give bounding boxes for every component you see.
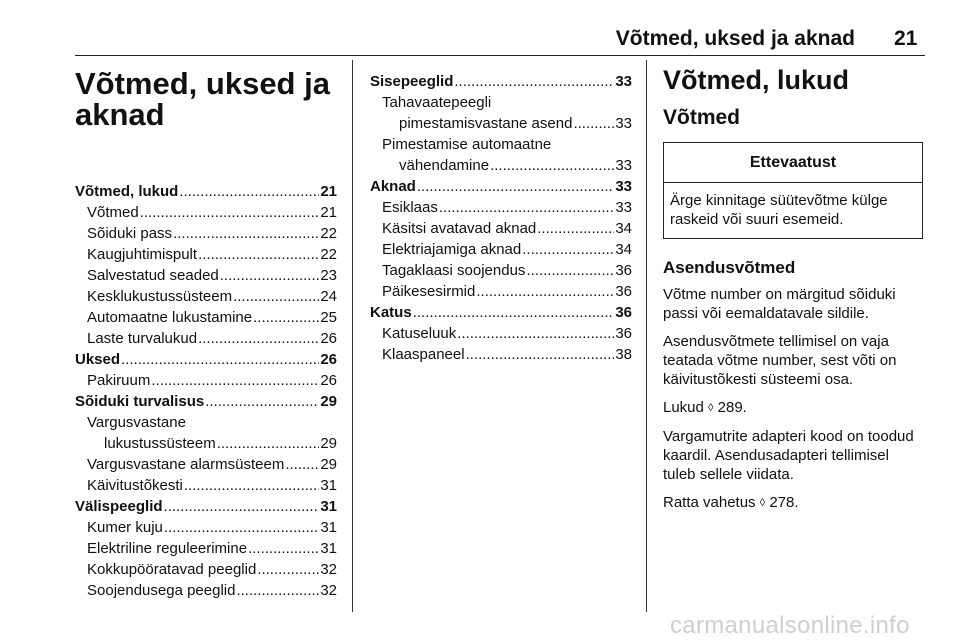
toc-page-number: 21 bbox=[320, 183, 337, 200]
toc-leader-dots bbox=[233, 286, 319, 307]
toc-leader-dots bbox=[526, 260, 614, 281]
toc-page-number: 31 bbox=[320, 519, 337, 536]
toc-leader-dots bbox=[198, 328, 319, 349]
toc-entry-label: Kokkupööratavad peeglid bbox=[87, 561, 257, 578]
toc-page-number: 29 bbox=[320, 393, 337, 410]
subsection-heading: Võtmed bbox=[663, 106, 741, 129]
toc-page-number: 22 bbox=[320, 246, 337, 263]
toc-entry[interactable] bbox=[75, 559, 337, 580]
toc-page-number: 26 bbox=[320, 330, 337, 347]
toc-page-number: 22 bbox=[320, 225, 337, 242]
toc-entry-label: lukustussüsteem bbox=[104, 435, 216, 452]
toc-entry-label: Võtmed, lukud bbox=[75, 183, 179, 200]
toc-leader-dots bbox=[140, 202, 320, 223]
toc-leader-dots bbox=[217, 433, 320, 454]
toc-entry-label: Sõiduki turvalisus bbox=[75, 393, 205, 410]
toc-leader-dots bbox=[537, 218, 614, 239]
toc-entry-label: Tahavaatepeegli bbox=[382, 94, 492, 111]
toc-entry[interactable] bbox=[370, 113, 632, 134]
toc-page-number: 33 bbox=[615, 115, 632, 132]
toc-entry[interactable] bbox=[75, 265, 337, 286]
toc-leader-dots bbox=[490, 155, 614, 176]
toc-leader-dots bbox=[573, 113, 614, 134]
toc-entry[interactable] bbox=[75, 370, 337, 391]
toc-entry-label: vähendamine bbox=[399, 157, 490, 174]
caution-title: Ettevaatust bbox=[664, 143, 922, 183]
page-number: 21 bbox=[894, 27, 918, 50]
toc-leader-dots bbox=[257, 559, 319, 580]
toc-leader-dots bbox=[466, 344, 615, 365]
toc-leader-dots bbox=[220, 265, 320, 286]
toc-entry[interactable] bbox=[370, 344, 632, 365]
toc-leader-dots bbox=[248, 538, 319, 559]
toc-page-number: 38 bbox=[615, 346, 632, 363]
toc-page-number: 33 bbox=[615, 157, 632, 174]
toc-entry[interactable] bbox=[75, 202, 337, 223]
content-column bbox=[663, 62, 925, 513]
toc-leader-dots bbox=[121, 349, 319, 370]
watermark-text: carmanualsonline.info bbox=[670, 612, 910, 639]
toc-page-number: 32 bbox=[320, 561, 337, 578]
toc-entry-label: Sisepeeglid bbox=[370, 73, 454, 90]
toc-page-number: 33 bbox=[615, 199, 632, 216]
toc-entry-label: Sõiduki pass bbox=[87, 225, 173, 242]
toc-leader-dots bbox=[151, 370, 319, 391]
toc-leader-dots bbox=[179, 181, 319, 202]
toc-entry-label: Salvestatud seaded bbox=[87, 267, 219, 284]
toc-entry[interactable] bbox=[75, 307, 337, 328]
toc-page-number: 36 bbox=[615, 304, 632, 321]
toc-entry-label: Esiklaas bbox=[382, 199, 438, 216]
toc-leader-dots bbox=[198, 244, 319, 265]
toc-entry-label: Kesklukustussüsteem bbox=[87, 288, 233, 305]
toc-entry-label: pimestamisvastane asend bbox=[399, 115, 573, 132]
toc-entry-label: Pimestamise automaatne bbox=[382, 136, 552, 153]
toc-entry-label: Uksed bbox=[75, 351, 121, 368]
header-rule bbox=[75, 55, 925, 56]
toc-leader-dots bbox=[476, 281, 614, 302]
paragraph: Võtme number on märgitud sõiduki passi või eemaldatavale sildile. bbox=[663, 286, 896, 322]
column-divider-1 bbox=[352, 60, 353, 612]
toc-section-entry[interactable] bbox=[75, 181, 337, 202]
toc-page-number: 36 bbox=[615, 325, 632, 342]
paragraph: Asendusvõtmete tellimisel on vaja teatada võtme number, sest võti on käivitustõkesti süsteemi osa. bbox=[663, 333, 897, 388]
cross-reference bbox=[663, 493, 925, 513]
chapter-title-line-2: aknad bbox=[75, 97, 165, 132]
toc-page-number: 26 bbox=[320, 351, 337, 368]
page-reference-icon: ◊ bbox=[759, 497, 766, 509]
toc-section-entry[interactable] bbox=[370, 176, 632, 197]
toc-page-number: 34 bbox=[615, 241, 632, 258]
chapter-title-line-1: Võtmed, uksed ja bbox=[75, 66, 330, 101]
toc-entry-label: Kumer kuju bbox=[87, 519, 163, 536]
toc-leader-dots bbox=[173, 223, 319, 244]
replacement-keys-heading: Asendusvõtmed bbox=[663, 258, 796, 277]
toc-page-number: 26 bbox=[320, 372, 337, 389]
toc-page-number: 33 bbox=[615, 178, 632, 195]
toc-page-number: 31 bbox=[320, 498, 337, 515]
toc-page-number: 25 bbox=[320, 309, 337, 326]
running-header-title: Võtmed, uksed ja aknad bbox=[615, 27, 855, 50]
toc-page-number: 36 bbox=[615, 283, 632, 300]
toc-entry[interactable] bbox=[75, 286, 337, 307]
toc-page-number: 33 bbox=[615, 73, 632, 90]
toc-page-number: 31 bbox=[320, 540, 337, 557]
toc-entry[interactable] bbox=[75, 454, 337, 475]
caution-body: Ärge kinnitage süütevõtme külge raskeid või suuri esemeid. bbox=[670, 192, 888, 228]
toc-entry-label: Elektriajamiga aknad bbox=[382, 241, 522, 258]
toc-entry-label: Käivitustõkesti bbox=[87, 477, 183, 494]
toc-leader-dots bbox=[253, 307, 319, 328]
toc-page-number: 24 bbox=[320, 288, 337, 305]
toc-leader-dots bbox=[164, 517, 319, 538]
toc-entry-label: Kaugjuhtimispult bbox=[87, 246, 198, 263]
toc-entry[interactable] bbox=[75, 328, 337, 349]
toc-leader-dots bbox=[454, 71, 614, 92]
section-heading: Võtmed, lukud bbox=[663, 65, 850, 95]
toc-entry[interactable] bbox=[75, 475, 337, 496]
toc-entry-label: Katuseluuk bbox=[382, 325, 457, 342]
toc-entry-label: Pakiruum bbox=[87, 372, 151, 389]
toc-leader-dots bbox=[184, 475, 319, 496]
toc-entry-label: Aknad bbox=[370, 178, 416, 195]
toc-section-entry[interactable] bbox=[370, 71, 632, 92]
toc-entry-label: Automaatne lukustamine bbox=[87, 309, 253, 326]
toc-page-number: 29 bbox=[320, 456, 337, 473]
toc-column-1 bbox=[75, 62, 337, 601]
toc-leader-dots bbox=[417, 176, 614, 197]
reference-text: Ratta vahetus bbox=[663, 494, 756, 511]
caution-box bbox=[663, 142, 923, 239]
toc-page-number: 21 bbox=[320, 204, 337, 221]
toc-entry[interactable] bbox=[370, 260, 632, 281]
toc-entry-label: Vargusvastane bbox=[87, 414, 186, 431]
toc-column-2 bbox=[370, 62, 632, 365]
toc-list bbox=[75, 181, 337, 601]
paragraph: Vargamutrite adapteri kood on toodud kaardil. Asendusadapteri tellimisel tuleb sellele viidata. bbox=[663, 428, 914, 483]
toc-entry[interactable] bbox=[75, 244, 337, 265]
toc-entry[interactable] bbox=[75, 223, 337, 244]
chapter-title bbox=[75, 68, 337, 130]
page-reference-icon: ◊ bbox=[708, 402, 714, 414]
toc-leader-dots bbox=[236, 580, 319, 601]
toc-entry[interactable] bbox=[370, 155, 632, 176]
toc-leader-dots bbox=[205, 391, 319, 412]
reference-text: Lukud bbox=[663, 399, 704, 416]
toc-entry-label: Elektriline reguleerimine bbox=[87, 540, 248, 557]
toc-entry[interactable] bbox=[75, 580, 337, 601]
toc-page-number: 31 bbox=[320, 477, 337, 494]
toc-entry-label: Võtmed bbox=[87, 204, 139, 221]
toc-page-number: 36 bbox=[615, 262, 632, 279]
reference-page[interactable]: 278. bbox=[769, 494, 799, 511]
toc-entry[interactable] bbox=[370, 239, 632, 260]
toc-entry[interactable] bbox=[75, 517, 337, 538]
toc-leader-dots bbox=[164, 496, 320, 517]
toc-entry-label: Soojendusega peeglid bbox=[87, 582, 236, 599]
toc-entry-label: Vargusvastane alarmsüsteem bbox=[87, 456, 285, 473]
toc-leader-dots bbox=[413, 302, 615, 323]
toc-page-number: 23 bbox=[320, 267, 337, 284]
toc-entry-label: Käsitsi avatavad aknad bbox=[382, 220, 537, 237]
toc-list bbox=[370, 71, 632, 365]
toc-entry-label: Katus bbox=[370, 304, 412, 321]
toc-entry[interactable] bbox=[370, 197, 632, 218]
toc-page-number: 29 bbox=[320, 435, 337, 452]
toc-section-entry[interactable] bbox=[370, 302, 632, 323]
toc-entry[interactable] bbox=[75, 433, 337, 454]
toc-entry[interactable] bbox=[370, 281, 632, 302]
reference-page[interactable]: 289. bbox=[717, 399, 747, 416]
cross-reference bbox=[663, 398, 925, 418]
toc-entry[interactable] bbox=[75, 538, 337, 559]
toc-leader-dots bbox=[285, 454, 319, 475]
toc-entry-label: Päikesesirmid bbox=[382, 283, 476, 300]
toc-entry[interactable] bbox=[370, 323, 632, 344]
toc-page-number: 34 bbox=[615, 220, 632, 237]
toc-entry-label: Klaaspaneel bbox=[382, 346, 465, 363]
toc-section-entry[interactable] bbox=[75, 391, 337, 412]
toc-leader-dots bbox=[439, 197, 614, 218]
toc-section-entry[interactable] bbox=[75, 349, 337, 370]
toc-entry-label: Välispeeglid bbox=[75, 498, 163, 515]
toc-entry-label: Laste turvalukud bbox=[87, 330, 198, 347]
toc-entry[interactable] bbox=[370, 218, 632, 239]
column-divider-2 bbox=[646, 60, 647, 612]
toc-leader-dots bbox=[522, 239, 614, 260]
toc-page-number: 32 bbox=[320, 582, 337, 599]
toc-entry-label: Tagaklaasi soojendus bbox=[382, 262, 526, 279]
toc-section-entry[interactable] bbox=[75, 496, 337, 517]
toc-leader-dots bbox=[457, 323, 614, 344]
